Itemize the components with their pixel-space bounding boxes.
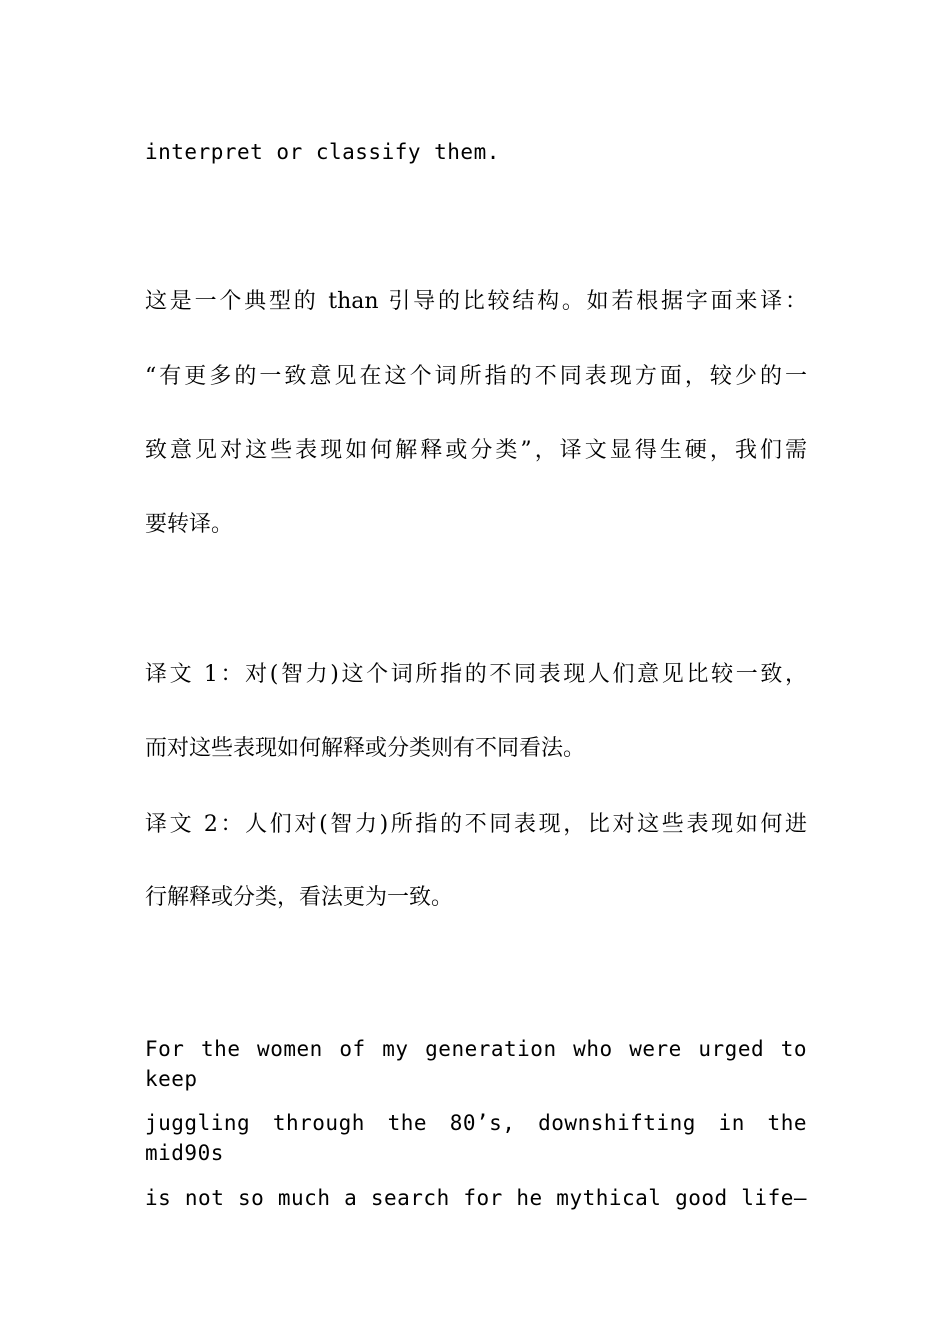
text-line-3: “有更多的一致意见在这个词所指的不同表现方面，较少的一 — [145, 364, 807, 389]
text-line-7: 而对这些表现如何解释或分类则有不同看法。 — [145, 736, 586, 761]
text-line-6: 译文 1：对(智力)这个词所指的不同表现人们意见比较一致， — [145, 662, 807, 687]
text-line-1: interpret or classify them. — [145, 140, 500, 164]
text-line-12: is not so much a search for he mythical good life— — [145, 1186, 807, 1210]
text-line-9: 行解释或分类，看法更为一致。 — [145, 885, 454, 910]
text-line-10: For the women of my generation who were urged to keep — [145, 1037, 807, 1091]
text-line-8: 译文 2：人们对(智力)所指的不同表现，比对这些表现如何进 — [145, 812, 807, 837]
text-line-2: 这是一个典型的 than 引导的比较结构。如若根据字面来译： — [145, 289, 807, 314]
text-line-4: 致意见对这些表现如何解释或分类”，译文显得生硬，我们需 — [145, 438, 807, 463]
text-line-5: 要转译。 — [145, 512, 234, 537]
text-line-11: juggling through the 80’s, downshifting in the mid90s — [145, 1111, 807, 1165]
